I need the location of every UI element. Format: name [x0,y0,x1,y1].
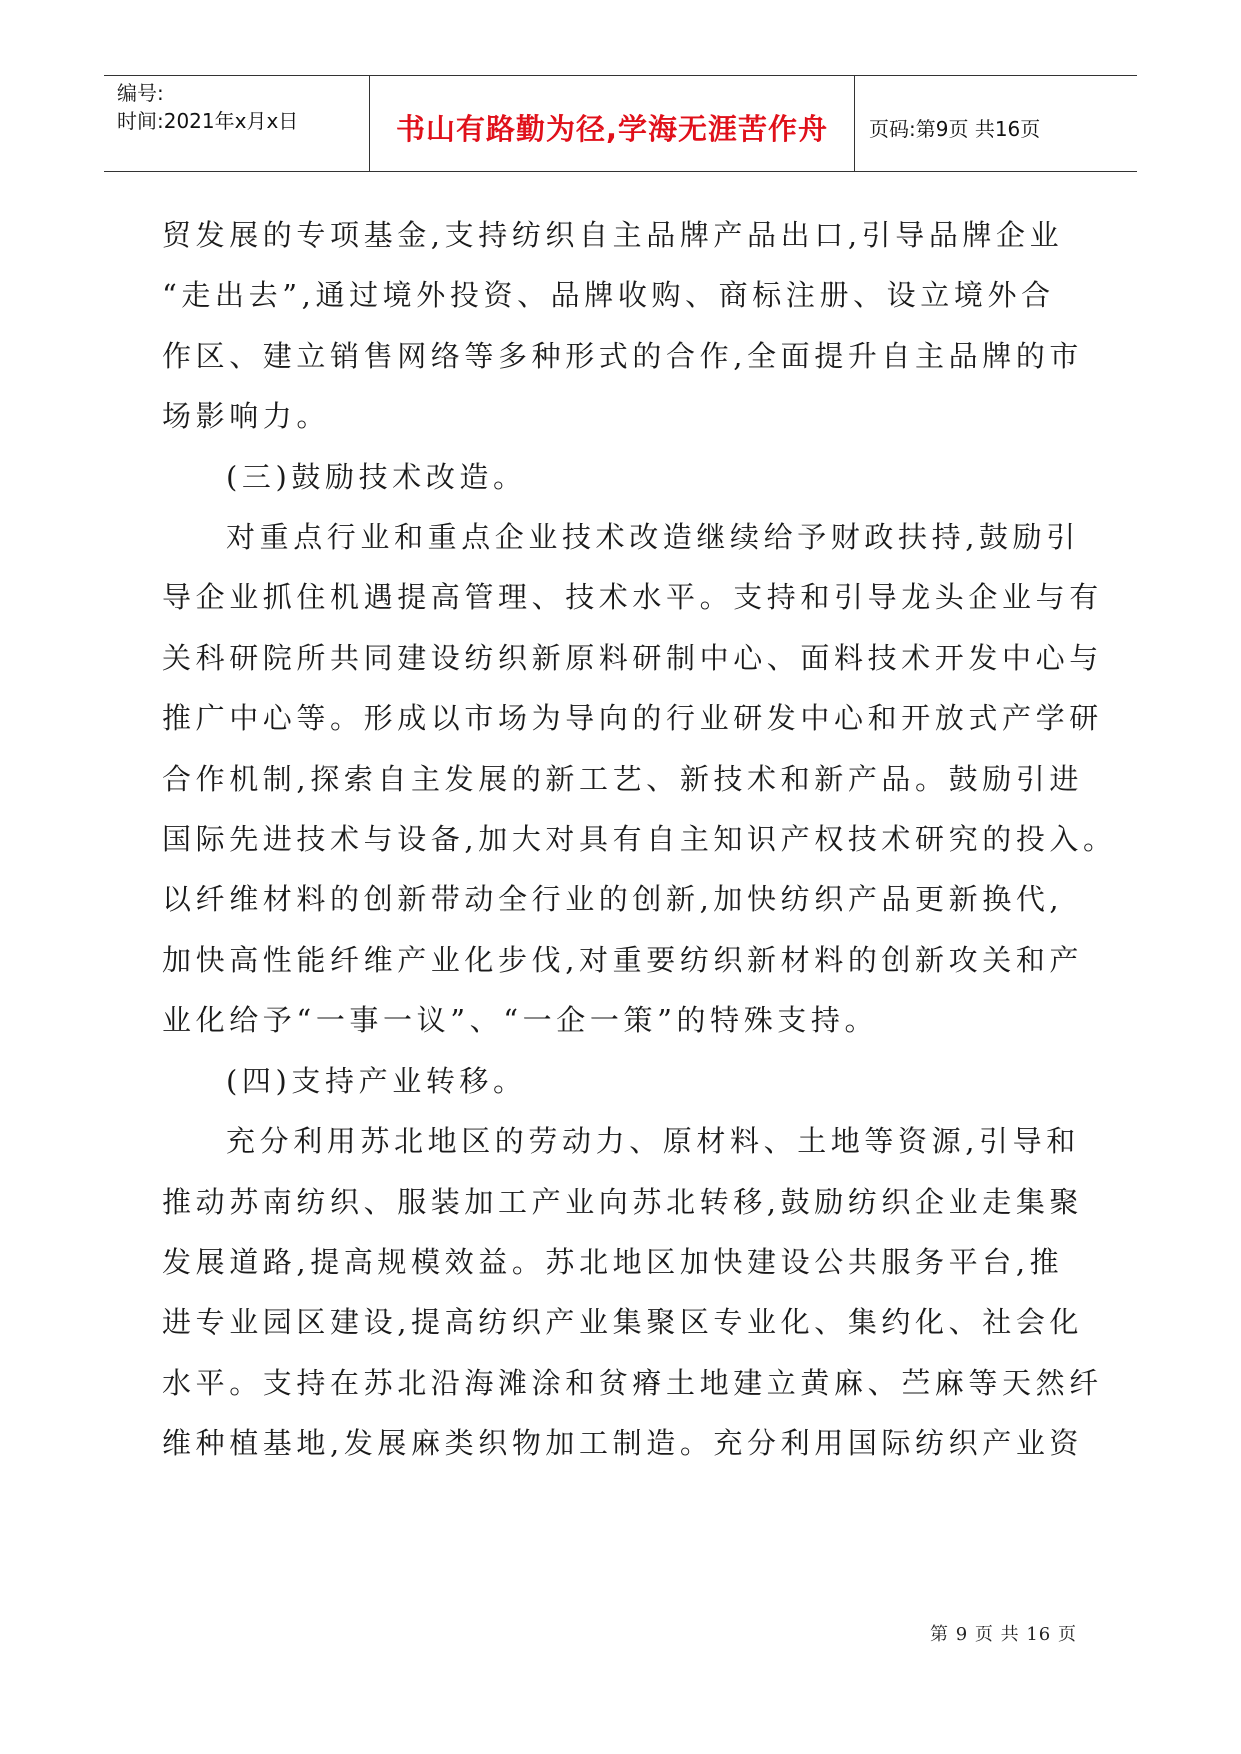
body-line: 水平。支持在苏北沿海滩涂和贫瘠土地建立黄麻、苎麻等天然纤 [162,1365,1103,1400]
body-line: 导企业抓住机遇提高管理、技术水平。支持和引导龙头企业与有 [162,580,1103,615]
document-body [162,205,1117,1474]
body-line: 加快高性能纤维产业化步伐,对重要纺织新材料的创新攻关和产 [162,942,1084,977]
body-line: 进专业园区建设,提高纺织产业集聚区专业化、集约化、社会化 [162,1305,1084,1340]
body-line: “走出去”,通过境外投资、品牌收购、商标注册、设立境外合 [162,278,1055,313]
body-line: 业化给予“一事一议”、“一企一策”的特殊支持。 [162,1003,879,1038]
body-line: 作区、建立销售网络等多种形式的合作,全面提升自主品牌的市 [162,338,1084,373]
section-heading-3: (三)鼓励技术改造。 [226,459,527,494]
body-line: 推广中心等。形成以市场为导向的行业研发中心和开放式产学研 [162,701,1103,736]
body-line: 充分利用苏北地区的劳动力、原材料、土地等资源,引导和 [226,1124,1080,1159]
header-page-number: 页码:第9页 共16页 [869,117,1041,141]
section-heading-4: (四)支持产业转移。 [226,1063,527,1098]
body-line: 贸发展的专项基金,支持纺织自主品牌产品出口,引导品牌企业 [162,218,1064,252]
document-number-label: 编号: [117,81,164,105]
body-line: 推动苏南纺织、服装加工产业向苏北转移,鼓励纺织企业走集聚 [162,1184,1084,1219]
body-line: 发展道路,提高规模效益。苏北地区加快建设公共服务平台,推 [162,1244,1064,1279]
body-line: 以纤维材料的创新带动全行业的创新,加快纺织产品更新换代, [162,882,1064,917]
header-meta [104,76,370,171]
body-line: 维种植基地,发展麻类织物加工制造。充分利用国际纺织产业资 [162,1426,1084,1461]
body-line: 场影响力。 [162,399,331,434]
page-header [104,75,1137,172]
body-line: 关科研院所共同建设纺织新原料研制中心、面料技术开发中心与 [162,640,1103,675]
page-footer: 第 9 页 共 16 页 [930,1624,1077,1645]
header-motto: 书山有路勤为径,学海无涯苦作舟 [370,76,855,171]
body-line: 合作机制,探索自主发展的新工艺、新技术和新产品。鼓励引进 [162,761,1084,796]
document-time-label: 时间:2021年x月x日 [117,109,299,133]
body-line: 国际先进技术与设备,加大对具有自主知识产权技术研究的投入。 [162,822,1117,857]
body-line: 对重点行业和重点企业技术改造继续给予财政扶持,鼓励引 [226,520,1080,555]
